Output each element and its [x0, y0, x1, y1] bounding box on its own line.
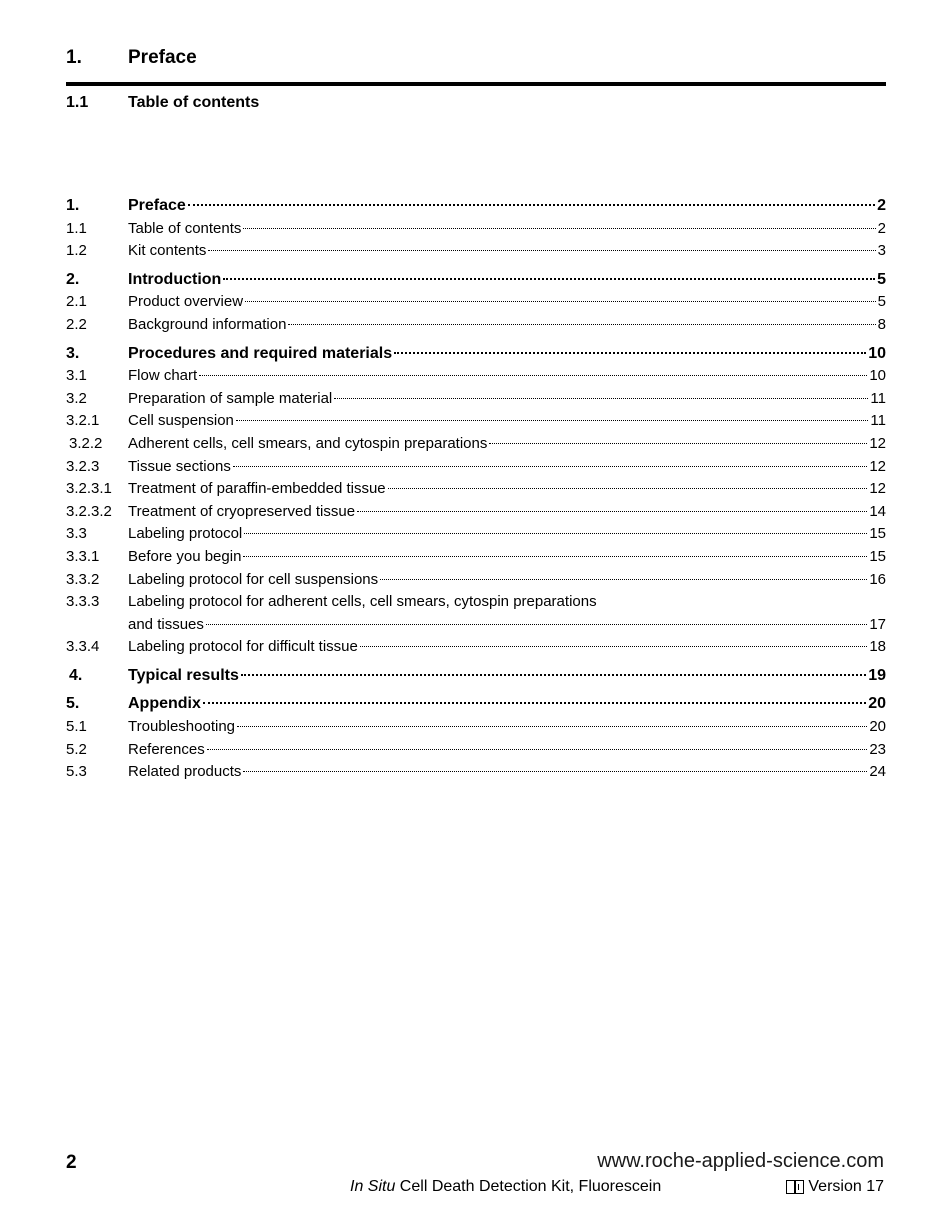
version-label: Version 17	[808, 1178, 884, 1195]
subsection-number: 1.1	[66, 94, 89, 111]
toc-dot-leader	[236, 420, 869, 421]
toc-entry[interactable]	[66, 410, 886, 433]
toc-dot-leader	[237, 726, 867, 727]
toc-entry[interactable]	[66, 218, 886, 241]
toc-entry-title: Labeling protocol for difficult tissue	[128, 638, 358, 656]
toc-entry-title: Product overview	[128, 293, 244, 311]
toc-dot-leader	[203, 702, 866, 704]
toc-entry-number: 3.2.2	[69, 434, 103, 452]
toc-entry-number: 2.1	[66, 293, 87, 311]
toc-entry[interactable]	[66, 739, 886, 762]
footer-page-number: 2	[66, 1152, 77, 1173]
toc-entry-number: 5.3	[66, 763, 87, 781]
toc-dot-leader	[394, 352, 866, 354]
toc-entry[interactable]	[66, 240, 886, 263]
toc-entry[interactable]	[66, 388, 886, 411]
toc-dot-leader	[233, 466, 867, 467]
toc-entry-page: 12	[869, 434, 886, 452]
toc-entry-page: 5	[877, 293, 886, 311]
toc-entry[interactable]	[66, 291, 886, 314]
toc-entry-page: 23	[869, 740, 886, 758]
toc-entry-number: 3.3	[66, 525, 87, 543]
toc-dot-leader	[188, 204, 875, 206]
toc-entry-page: 10	[868, 344, 886, 362]
footer-kit-name	[350, 1178, 661, 1196]
toc-entry-page: 15	[869, 525, 886, 543]
toc-entry-number: 3.3.1	[66, 547, 100, 565]
toc-entry[interactable]	[66, 591, 886, 614]
toc-entry[interactable]	[66, 456, 886, 479]
toc-entry[interactable]	[66, 365, 886, 388]
toc-entry-number: 5.2	[66, 740, 87, 758]
toc-entry[interactable]	[66, 546, 886, 569]
toc-entry-page: 8	[877, 315, 886, 333]
toc-entry-page: 18	[869, 638, 886, 656]
toc-entry-title: Typical results	[128, 666, 239, 684]
toc-entry-page: 11	[870, 389, 886, 407]
toc-dot-leader	[199, 375, 867, 376]
section-number: 1.	[66, 47, 82, 68]
toc-entry-page: 12	[869, 480, 886, 498]
toc-entry-number: 5.1	[66, 718, 87, 736]
footer-url: www.roche-applied-science.com	[597, 1150, 884, 1172]
toc-entry-number: 3.2	[66, 389, 87, 407]
manual-book-icon	[786, 1180, 804, 1194]
toc-entry-title: Adherent cells, cell smears, and cytospin preparations	[128, 434, 488, 452]
toc-entry-page: 19	[868, 666, 886, 684]
toc-dot-leader	[223, 278, 875, 280]
toc-entry[interactable]	[66, 343, 886, 366]
toc-entry-title: Table of contents	[128, 219, 242, 237]
toc-entry[interactable]	[66, 501, 886, 524]
toc-entry-title: Introduction	[128, 270, 222, 288]
toc-dot-leader	[360, 646, 867, 647]
toc-entry-number: 3.2.3.1	[66, 480, 112, 498]
toc-entry[interactable]	[66, 269, 886, 292]
toc-entry-number: 3.3.2	[66, 570, 100, 588]
toc-entry-title: Appendix	[128, 695, 201, 713]
toc-entry[interactable]	[66, 716, 886, 739]
toc-dot-leader	[206, 624, 867, 625]
kit-name-italic: In Situ	[350, 1178, 396, 1195]
toc-entry-title: Procedures and required materials	[128, 344, 393, 362]
toc-entry[interactable]	[66, 569, 886, 592]
toc-entry-number: 5.	[66, 695, 80, 713]
toc-entry[interactable]	[66, 693, 886, 716]
toc-entry-page: 2	[877, 197, 886, 214]
toc-entry-page: 20	[868, 695, 886, 713]
toc-dot-leader	[388, 488, 868, 489]
toc-dot-leader	[288, 324, 875, 325]
toc-entry-page: 15	[869, 547, 886, 565]
toc-entry[interactable]	[66, 478, 886, 501]
toc-entry-title: Preface	[128, 197, 186, 214]
toc-dot-leader	[245, 301, 876, 302]
toc-entry-number: 1.2	[66, 242, 87, 260]
toc-dot-leader	[357, 511, 867, 512]
toc-dot-leader	[207, 749, 868, 750]
toc-entry-title: Before you begin	[128, 547, 242, 565]
toc-entry-page: 24	[869, 763, 886, 781]
subsection-title: Table of contents	[128, 94, 260, 111]
kit-name-rest: Cell Death Detection Kit, Fluorescein	[395, 1178, 662, 1195]
toc-entry-page: 14	[869, 502, 886, 520]
toc-dot-leader	[380, 579, 867, 580]
toc-entry-number: 3.2.1	[66, 412, 100, 430]
section-heading	[66, 47, 886, 73]
toc-entry-title: Labeling protocol	[128, 525, 243, 543]
toc-entry-title: Labeling protocol for cell suspensions	[128, 570, 379, 588]
toc-dot-leader	[241, 674, 866, 676]
toc-entry-title: Kit contents	[128, 242, 207, 260]
toc-dot-leader	[334, 398, 868, 399]
toc-entry-page: 10	[869, 367, 886, 385]
toc-entry-title: Labeling protocol for adherent cells, cell smears, cytospin preparations	[128, 593, 597, 611]
toc-entry[interactable]	[66, 433, 886, 456]
toc-entry-number: 3.2.3.2	[66, 502, 112, 520]
toc-entry-title: Related products	[128, 763, 242, 781]
toc-entry[interactable]	[66, 314, 886, 337]
toc-entry-title: Preparation of sample material	[128, 389, 333, 407]
toc-dot-leader	[208, 250, 875, 251]
toc-dot-leader	[243, 228, 875, 229]
toc-dot-leader	[489, 443, 867, 444]
toc-entry-title: References	[128, 740, 205, 758]
toc-entry-number: 3.	[66, 344, 80, 362]
toc-entry-title: Cell suspension	[128, 412, 234, 430]
toc-entry-title: Troubleshooting	[128, 718, 236, 736]
toc-entry[interactable]	[66, 614, 886, 637]
toc-entry[interactable]	[66, 665, 886, 688]
toc-entry-title: Treatment of paraffin-embedded tissue	[128, 480, 386, 498]
toc-entry[interactable]	[66, 636, 886, 659]
toc-entry-page: 2	[877, 219, 886, 237]
toc-entry-page: 20	[869, 718, 886, 736]
toc-entry-number: 2.2	[66, 315, 87, 333]
section-title: Preface	[128, 47, 197, 68]
toc-entry-page: 16	[869, 570, 886, 588]
toc-entry-title: Treatment of cryopreserved tissue	[128, 502, 356, 520]
table-of-contents	[66, 195, 886, 784]
toc-entry-title: Flow chart	[128, 367, 198, 385]
toc-entry-page: 5	[877, 270, 886, 288]
toc-dot-leader	[243, 771, 867, 772]
toc-entry-number: 1.1	[66, 219, 87, 237]
toc-entry[interactable]	[66, 523, 886, 546]
toc-entry-page: 17	[869, 615, 886, 633]
toc-entry-title: Tissue sections	[128, 457, 231, 475]
toc-entry-page: 11	[870, 412, 886, 430]
toc-dot-leader	[243, 556, 867, 557]
toc-entry-page: 3	[877, 242, 886, 260]
subsection-heading	[66, 94, 886, 114]
toc-entry-title: and tissues	[128, 615, 204, 633]
toc-entry-number: 3.1	[66, 367, 87, 385]
toc-entry[interactable]	[66, 761, 886, 784]
toc-entry-number: 4.	[69, 666, 83, 684]
toc-entry-number: 3.3.4	[66, 638, 100, 656]
heading-rule	[66, 82, 886, 86]
toc-entry[interactable]	[66, 195, 886, 218]
toc-entry-page: 12	[869, 457, 886, 475]
toc-entry-number: 2.	[66, 270, 80, 288]
toc-dot-leader	[244, 533, 867, 534]
toc-entry-number: 3.3.3	[66, 593, 100, 611]
toc-entry-number: 3.2.3	[66, 457, 100, 475]
toc-entry-title: Background information	[128, 315, 287, 333]
footer-version	[786, 1178, 884, 1196]
toc-entry-number: 1.	[66, 197, 80, 214]
